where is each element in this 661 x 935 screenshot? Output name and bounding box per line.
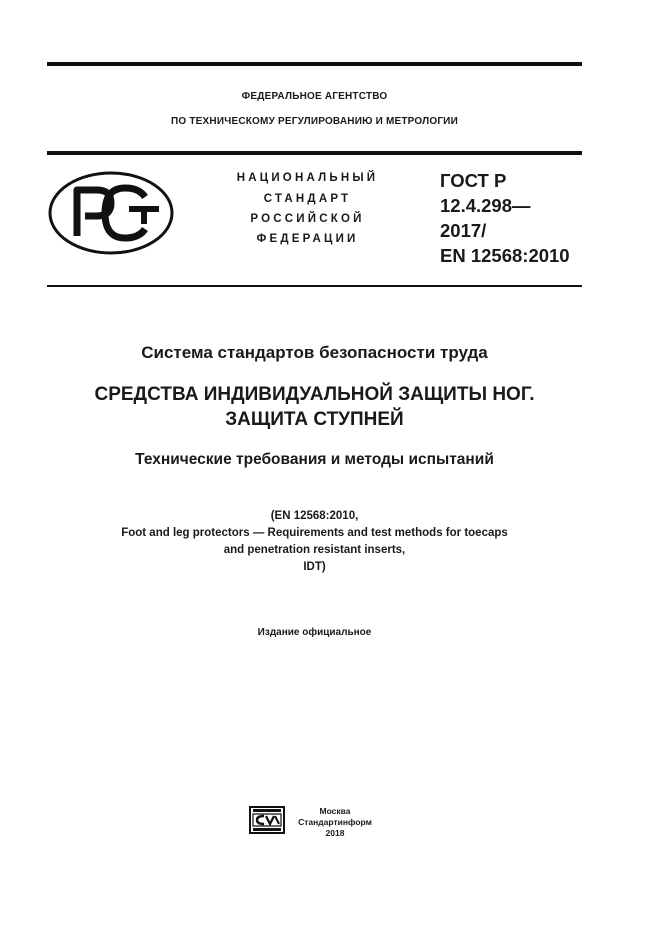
english-ref-line-2: Foot and leg protectors — Requirements and test methods for toecaps <box>121 527 508 539</box>
subtitle: Технические требования и методы испытаний <box>135 451 494 468</box>
national-line-1: НАЦИОНАЛЬНЫЙ <box>236 172 379 184</box>
system-title: Система стандартов безопасности труда <box>141 343 488 362</box>
english-ref-line-1: (EN 12568:2010, <box>270 510 359 522</box>
standartinform-logo-icon <box>249 806 285 834</box>
english-ref-line-3: and penetration resistant inserts, <box>223 544 406 556</box>
main-title-line-1: СРЕДСТВА ИНДИВИДУАЛЬНОЙ ЗАЩИТЫ НОГ. <box>94 384 535 405</box>
agency-line-2: ПО ТЕХНИЧЕСКОМУ РЕГУЛИРОВАНИЮ И МЕТРОЛОГИИ <box>171 116 458 127</box>
block-rule <box>47 285 582 287</box>
main-title-line-2: ЗАЩИТА СТУПНЕЙ <box>225 409 404 430</box>
english-ref-line-4: IDT) <box>303 561 326 573</box>
publisher-name: Стандартинформ <box>298 817 372 827</box>
gost-line-4: EN 12568:2010 <box>440 245 570 266</box>
rst-logo-icon <box>47 170 175 256</box>
header-rule <box>47 151 582 155</box>
gost-line-3: 2017/ <box>440 220 487 241</box>
top-rule <box>47 62 582 66</box>
publisher-year: 2018 <box>325 828 345 838</box>
edition-label: Издание официальное <box>257 627 372 638</box>
english-ref <box>47 508 582 576</box>
gost-designation <box>440 168 600 268</box>
national-line-2: СТАНДАРТ <box>263 193 352 205</box>
national-line-3: РОССИЙСКОЙ <box>250 213 365 225</box>
agency-line-1: ФЕДЕРАЛЬНОЕ АГЕНТСТВО <box>241 91 388 102</box>
publisher-block <box>290 806 380 839</box>
publisher-city: Москва <box>319 806 351 816</box>
gost-line-2: 12.4.298— <box>440 195 531 216</box>
gost-line-1: ГОСТ Р <box>440 170 507 191</box>
national-line-4: ФЕДЕРАЦИИ <box>256 233 359 245</box>
